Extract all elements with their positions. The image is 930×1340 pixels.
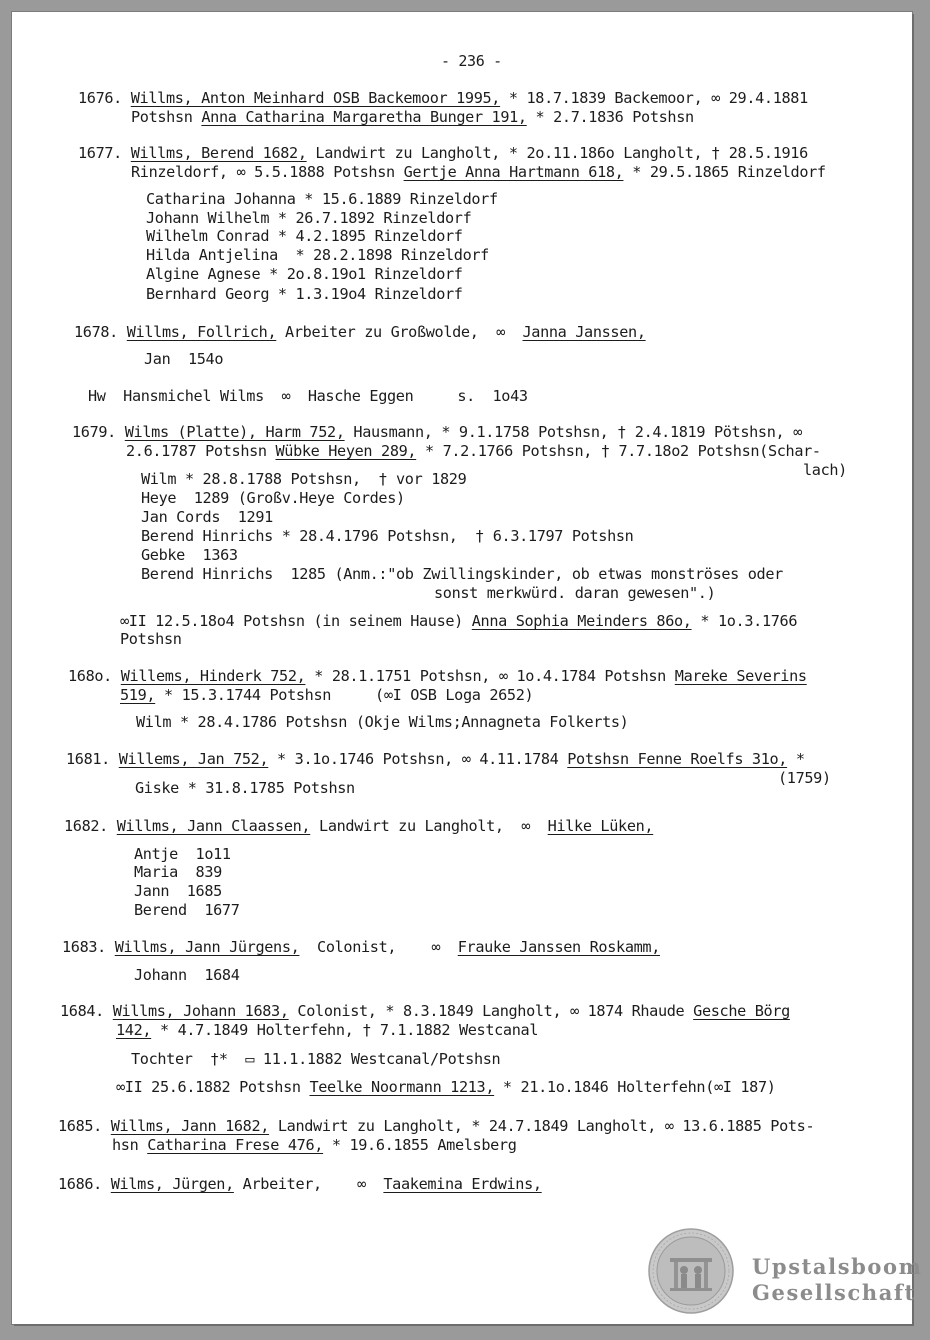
brand-line-2: Gesellschaft [752, 1280, 916, 1305]
line-text: * 3.1o.1746 Potshsn, ∞ 4.11.1784 [268, 750, 568, 768]
line-text: Antje 1o11 [134, 845, 231, 863]
underlined-name: Wilms, Jürgen, [110, 1175, 234, 1193]
line-text: * 15.3.1744 Potshsn (∞I OSB Loga 2652) [155, 686, 534, 704]
underlined-name: Gesche Börg [693, 1002, 790, 1020]
child-line [135, 779, 355, 797]
underlined-name: Willms, Jann Jürgens, [114, 938, 300, 956]
page-number: - 236 - [441, 52, 502, 70]
line-text: Landwirt zu Langholt, * 2o.11.186o Langholt, † 28.5.1916 [306, 144, 808, 162]
line-text: Catharina Johanna * 15.6.1889 Rinzeldorf [146, 190, 498, 208]
line-text: Potshsn [120, 630, 182, 648]
entry-1677-line-1 [78, 144, 808, 162]
entry-1682-line-1 [64, 817, 653, 835]
underlined-name: Willms, Anton Meinhard OSB Backemoor 1995, [130, 89, 501, 107]
brand-line-1: Upstalsboom [752, 1254, 923, 1279]
underlined-name: Janna Janssen, [522, 323, 646, 341]
child-line [146, 227, 463, 245]
child-line [144, 350, 223, 368]
line-text: * 28.1.1751 Potshsn, ∞ 1o.4.1784 Potshsn [305, 667, 675, 685]
line-text: Wilm * 28.8.1788 Potshsn, † vor 1829 [141, 470, 467, 488]
underlined-name: Mareke Severins [674, 667, 807, 685]
line-text: * 7.2.1766 Potshsn, † 7.7.18o2 Potshsn(Schar- [416, 442, 821, 460]
line-text: * 2.7.1836 Potshsn [526, 108, 694, 126]
second-marriage-line [116, 1078, 776, 1096]
underlined-name: Hilke Lüken, [547, 817, 654, 835]
underlined-name: Anna Sophia Meinders 86o, [471, 612, 692, 630]
line-text: 1677. [78, 144, 131, 162]
line-text: Hilda Antjelina * 28.2.1898 Rinzeldorf [146, 246, 489, 264]
child-line [146, 265, 463, 283]
underlined-name: Frauke Janssen Roskamm, [457, 938, 660, 956]
line-text: Landwirt zu Langholt, ∞ [310, 817, 548, 835]
underlined-name: 142, [116, 1021, 152, 1039]
entry-1683-line-1 [62, 938, 660, 956]
underlined-name: Potshsn Fenne Roelfs 31o, [567, 750, 788, 768]
entry-1684-line-1 [60, 1002, 790, 1020]
line-text: * 18.7.1839 Backemoor, ∞ 29.4.1881 [500, 89, 808, 107]
underlined-name: Willms, Jann Claassen, [116, 817, 311, 835]
line-text: Wilhelm Conrad * 4.2.1895 Rinzeldorf [146, 227, 463, 245]
line-text: (1759) [778, 769, 831, 787]
underlined-name: Willems, Jan 752, [118, 750, 269, 768]
second-marriage-line-1 [120, 612, 797, 630]
line-text: 2.6.1787 Potshsn [126, 442, 276, 460]
entry-1676-line-1 [78, 89, 808, 107]
underlined-name: 519, [120, 686, 156, 704]
line-text: Colonist, * 8.3.1849 Langholt, ∞ 1874 Rhaude [288, 1002, 694, 1020]
line-text: Rinzeldorf, ∞ 5.5.1888 Potshsn [131, 163, 404, 181]
underlined-name: Willms, Berend 1682, [130, 144, 307, 162]
line-text: 1685. [58, 1117, 111, 1135]
child-line [141, 508, 273, 526]
line-text: * 4.7.1849 Holterfehn, † 7.1.1882 Westcanal [151, 1021, 539, 1039]
child-line [131, 1050, 500, 1068]
entry-1681-line-1 [66, 750, 805, 768]
line-text: Johann Wilhelm * 26.7.1892 Rinzeldorf [146, 209, 472, 227]
line-text: 1684. [60, 1002, 113, 1020]
line-text: Johann 1684 [134, 966, 240, 984]
child-line [134, 901, 240, 919]
entry-1681-line-2 [778, 769, 831, 787]
entry-1684-line-2 [116, 1021, 538, 1039]
entry-1676-line-2 [131, 108, 694, 126]
underlined-name: Teelke Noormann 1213, [309, 1078, 495, 1096]
line-text: Hw Hansmichel Wilms ∞ Hasche Eggen s. 1o43 [88, 387, 528, 405]
underlined-name: Gertje Anna Hartmann 618, [403, 163, 624, 181]
entry-1678-line-1 [74, 323, 646, 341]
line-text: Potshsn [131, 108, 202, 126]
line-text: Berend Hinrichs 1285 (Anm.:"ob Zwillingskinder, ob etwas monströses oder [141, 565, 783, 583]
child-line [134, 863, 222, 881]
second-marriage-line-2 [120, 630, 182, 648]
line-text: Berend Hinrichs * 28.4.1796 Potshsn, † 6.3.1797 Potshsn [141, 527, 634, 545]
child-line-continued [434, 584, 715, 602]
line-text: Jan Cords 1291 [141, 508, 273, 526]
line-text: 1686. [58, 1175, 111, 1193]
child-line [134, 966, 240, 984]
line-text: lach) [803, 461, 847, 479]
underlined-name: Willms, Johann 1683, [112, 1002, 289, 1020]
entry-1679-line-2 [126, 442, 821, 460]
line-text: 1679. [72, 423, 125, 441]
hw-note-line [88, 387, 528, 405]
child-line [141, 565, 783, 583]
underlined-name: Willms, Jann 1682, [110, 1117, 270, 1135]
line-text: Wilm * 28.4.1786 Potshsn (Okje Wilms;Annagneta Folkerts) [136, 713, 629, 731]
line-text: Maria 839 [134, 863, 222, 881]
line-text: ∞II 12.5.18o4 Potshsn (in seinem Hause) [120, 612, 472, 630]
entry-1685-line-1 [58, 1117, 814, 1135]
line-text: Hausmann, * 9.1.1758 Potshsn, † 2.4.1819 Pötshsn, ∞ [344, 423, 802, 441]
line-text: Jan 154o [144, 350, 224, 368]
entry-1679-line-3 [803, 461, 847, 479]
line-text: 1678. [74, 323, 127, 341]
underlined-name: Wilms (Platte), Harm 752, [124, 423, 345, 441]
line-text: * 29.5.1865 Rinzeldorf [623, 163, 826, 181]
line-text: Bernhard Georg * 1.3.19o4 Rinzeldorf [146, 285, 463, 303]
line-text: Jann 1685 [134, 882, 222, 900]
entry-1685-line-2 [112, 1136, 517, 1154]
line-text: sonst merkwürd. daran gewesen".) [434, 584, 716, 602]
child-line [141, 489, 405, 507]
line-text: 1682. [64, 817, 117, 835]
entry-1677-line-2 [131, 163, 826, 181]
child-line [146, 285, 463, 303]
line-text: Heye 1289 (Großv.Heye Cordes) [141, 489, 405, 507]
child-line [141, 546, 238, 564]
line-text: 1676. [78, 89, 131, 107]
underlined-name: Catharina Frese 476, [147, 1136, 324, 1154]
line-text: Arbeiter zu Großwolde, ∞ [276, 323, 523, 341]
line-text: ∞II 25.6.1882 Potshsn [116, 1078, 310, 1096]
line-text: * 1o.3.1766 [691, 612, 798, 630]
line-text: Tochter †* ▭ 11.1.1882 Westcanal/Potshsn [131, 1050, 501, 1068]
line-text: Gebke 1363 [141, 546, 238, 564]
underlined-name: Taakemina Erdwins, [383, 1175, 542, 1193]
child-line [141, 470, 466, 488]
child-line [136, 713, 628, 731]
line-text: 1683. [62, 938, 115, 956]
child-line [146, 190, 498, 208]
line-text: * 21.1o.1846 Holterfehn(∞I 187) [494, 1078, 776, 1096]
child-line [134, 882, 222, 900]
child-line [146, 209, 471, 227]
line-text: Giske * 31.8.1785 Potshsn [135, 779, 355, 797]
line-text: Colonist, ∞ [299, 938, 458, 956]
entry-1686-line-1 [58, 1175, 542, 1193]
underlined-name: Willems, Hinderk 752, [120, 667, 306, 685]
entry-1680-line-1 [68, 667, 807, 685]
child-line [134, 845, 231, 863]
line-text: * [787, 750, 805, 768]
underlined-name: Wübke Heyen 289, [275, 442, 417, 460]
brand-name [752, 1254, 922, 1306]
line-text: Algine Agnese * 2o.8.19o1 Rinzeldorf [146, 265, 463, 283]
underlined-name: Willms, Follrich, [126, 323, 277, 341]
line-text: 168o. [68, 667, 121, 685]
child-line [146, 246, 489, 264]
entry-1680-line-2 [120, 686, 533, 704]
line-text: Landwirt zu Langholt, * 24.7.1849 Langholt, ∞ 13.6.1885 Pots- [269, 1117, 815, 1135]
underlined-name: Anna Catharina Margaretha Bunger 191, [201, 108, 527, 126]
line-text: 1681. [66, 750, 119, 768]
line-text: Arbeiter, ∞ [233, 1175, 384, 1193]
entry-1679-line-1 [72, 423, 802, 441]
line-text: Berend 1677 [134, 901, 240, 919]
child-line [141, 527, 633, 545]
line-text: hsn [112, 1136, 148, 1154]
society-seal-icon [648, 1228, 734, 1314]
line-text: * 19.6.1855 Amelsberg [323, 1136, 517, 1154]
